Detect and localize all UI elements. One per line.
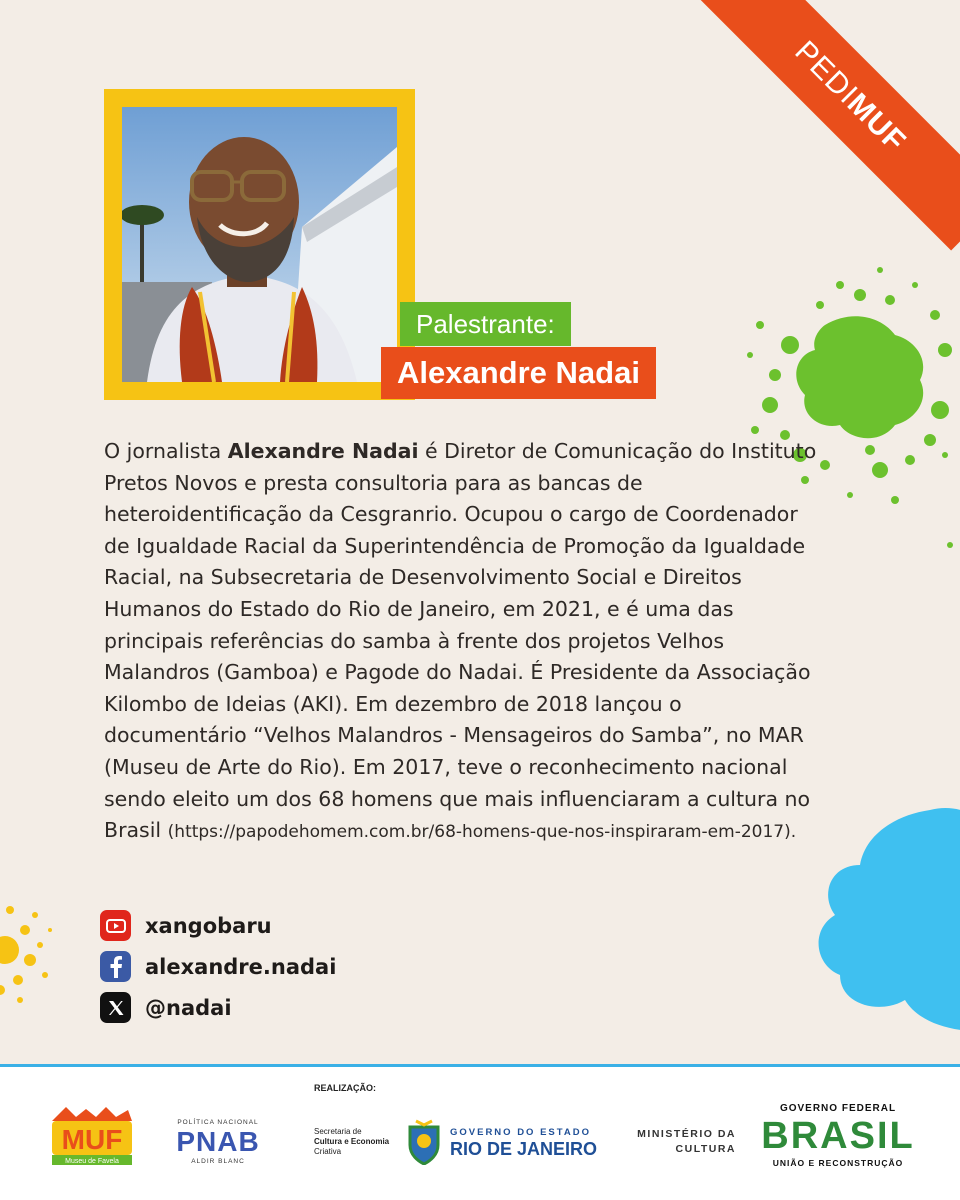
pnab-logo [172, 1119, 264, 1179]
gov-federal-main: BRASIL [761, 1115, 915, 1157]
yellow-splash-decoration [0, 880, 60, 1020]
speaker-role-label: Palestrante: [400, 302, 571, 346]
x-handle: @nadai [145, 995, 232, 1020]
minc-line1: MINISTÉRIO DA [637, 1128, 736, 1140]
pnab-top-text: POLÍTICA NACIONAL [177, 1119, 259, 1126]
minc-line2: CULTURA [675, 1143, 736, 1155]
governo-rj-logo [404, 1119, 604, 1167]
blue-blob-decoration [810, 800, 960, 1030]
pnab-bottom-text: ALDIR BLANC [191, 1158, 245, 1165]
social-youtube[interactable] [100, 905, 336, 946]
ribbon-light-text: PEDI [788, 34, 865, 111]
youtube-icon [100, 910, 131, 941]
corner-ribbon [700, 0, 960, 260]
secretaria-line2: Cultura e Economia [314, 1137, 390, 1146]
governo-rj-line2: RIO DE JANEIRO [450, 1139, 598, 1159]
speaker-photo-frame [104, 89, 415, 400]
x-icon [100, 992, 131, 1023]
gov-federal-bottom: UNIÃO E RECONSTRUÇÃO [772, 1158, 904, 1168]
facebook-handle: alexandre.nadai [145, 954, 337, 979]
secretaria-line1: Secretaria de [314, 1127, 362, 1136]
bio-source-url[interactable]: (https://papodehomem.com.br/68-homens-que-nos-inspiraram-em-2017). [167, 822, 797, 843]
speaker-bio [104, 436, 824, 849]
speaker-photo [122, 107, 397, 382]
bio-name: Alexandre Nadai [227, 439, 419, 463]
facebook-icon [100, 951, 131, 982]
bio-intro: O jornalista [104, 439, 228, 463]
ribbon-label [700, 0, 960, 250]
realizacao-label: REALIZAÇÃO: [314, 1083, 376, 1093]
governo-rj-line1: GOVERNO DO ESTADO [450, 1127, 591, 1138]
governo-federal-logo [758, 1103, 918, 1183]
rj-coat-of-arms-icon [404, 1119, 444, 1165]
secretaria-line3: Criativa [314, 1147, 342, 1156]
svg-text:Museu de Favela: Museu de Favela [65, 1158, 119, 1165]
social-links [100, 905, 336, 1028]
pnab-main-text: PNAB [176, 1126, 260, 1157]
sponsor-footer [0, 1067, 960, 1200]
speaker-name-label: Alexandre Nadai [381, 347, 656, 399]
youtube-handle: xangobaru [145, 913, 272, 938]
gov-federal-top: GOVERNO FEDERAL [779, 1103, 897, 1114]
social-x[interactable] [100, 987, 336, 1028]
ministerio-cultura-logo [628, 1127, 736, 1157]
ribbon-bold-text: MUF [840, 87, 913, 159]
social-facebook[interactable] [100, 946, 336, 987]
bio-body: é Diretor de Comunicação do Instituto Pretos Novos e presta consultoria para as bancas de heteroidentificação da Cesgranrio. Ocupou o cargo de Coordenador de Igualdade Racial da Superintendência de Promoção da Igualdade Racial, na Subsecretaria de Desenvolvimento Social e Direitos Humanos do Estado do Rio de Janeiro, em 2021, e é uma das principais referências do samba à frente dos projetos Velhos Malandros (Gamboa) e Pagode do Nadai. É Presidente da Associação Kilombo de Ideias (AKI). Em dezembro de 2018 lançou o documentário “Velhos Malandros - Mensageiros do Samba”, no MAR (Museu de Arte do Rio). Em 2017, teve o reconhecimento nacional sendo eleito um dos 68 homens que mais influenciaram a cultura no Brasil [104, 439, 817, 843]
muf-logo [46, 1107, 138, 1173]
secretaria-logo [314, 1127, 404, 1157]
svg-text:MUF: MUF [61, 1124, 123, 1155]
